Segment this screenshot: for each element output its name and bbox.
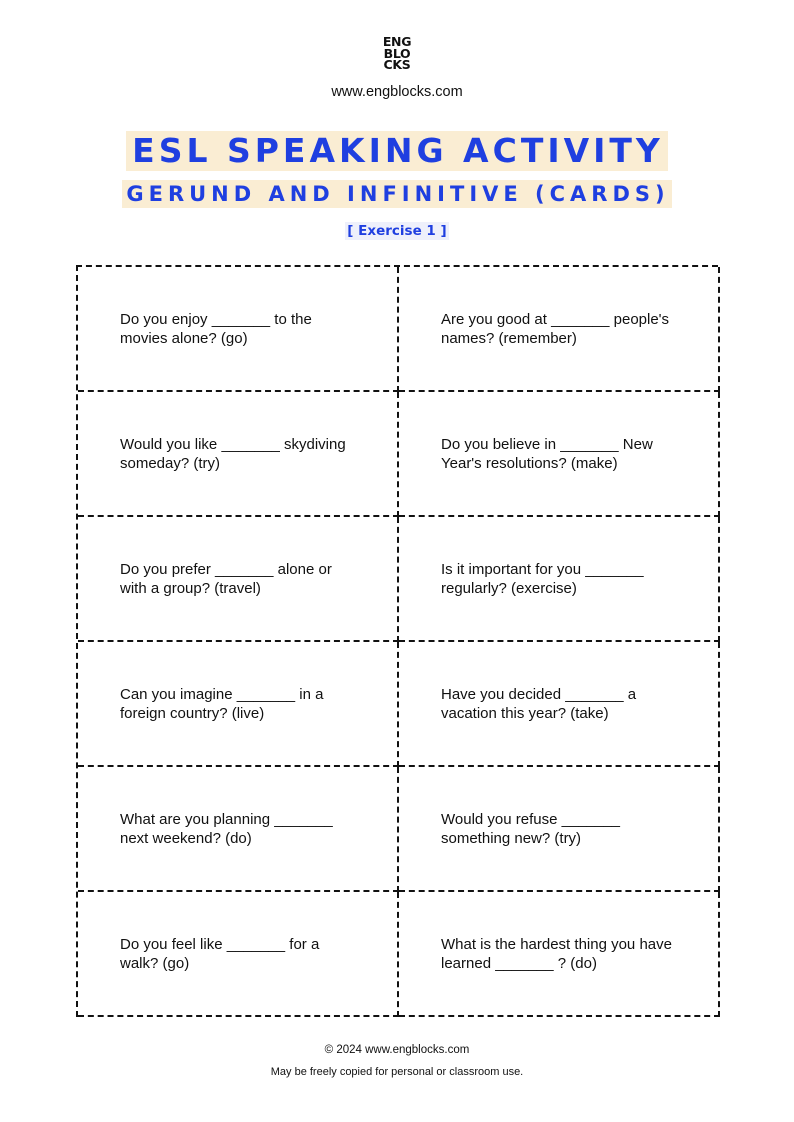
- page-subtitle: GERUND AND INFINITIVE (CARDS): [122, 180, 671, 208]
- card-text: What is the hardest thing you have learned _______ ? (do): [441, 935, 672, 972]
- question-card: [78, 517, 399, 642]
- question-card: [399, 767, 720, 892]
- question-card: [78, 392, 399, 517]
- question-card: [399, 392, 720, 517]
- card-text: What are you planning _______ next weekend? (do): [120, 810, 333, 847]
- website-url: www.engblocks.com: [331, 84, 463, 100]
- cards-grid: [76, 265, 718, 1017]
- exercise-label: [ Exercise 1 ]: [347, 223, 447, 239]
- question-card: [399, 892, 720, 1017]
- page-title: ESL SPEAKING ACTIVITY: [126, 131, 668, 171]
- card-text: Do you enjoy _______ to the movies alone? (go): [120, 310, 312, 347]
- question-card: [78, 267, 399, 392]
- question-card: [78, 767, 399, 892]
- card-text: Do you feel like _______ for a walk? (go): [120, 935, 320, 972]
- card-text: Do you prefer _______ alone or with a group? (travel): [120, 560, 332, 597]
- card-text: Is it important for you _______ regularly? (exercise): [441, 560, 644, 597]
- logo-line-3: CKS: [383, 57, 411, 72]
- footer-note: May be freely copied for personal or classroom use.: [270, 1066, 524, 1078]
- question-card: [399, 517, 720, 642]
- logo-line-1: ENG: [382, 34, 412, 49]
- question-card: [399, 267, 720, 392]
- card-text: Do you believe in _______ New Year's resolutions? (make): [441, 435, 653, 472]
- logo-line-2: BLO: [383, 45, 411, 61]
- question-card: [78, 892, 399, 1017]
- question-card: [78, 642, 399, 767]
- card-text: Would you like _______ skydiving someday? (try): [120, 435, 346, 472]
- card-text: Can you imagine _______ in a foreign country? (live): [120, 685, 324, 722]
- card-text: Would you refuse _______ something new? (try): [441, 810, 621, 847]
- footer-copyright: © 2024 www.engblocks.com: [324, 1044, 470, 1056]
- card-text: Are you good at _______ people's names? (remember): [441, 310, 670, 347]
- card-text: Have you decided _______ a vacation this year? (take): [441, 685, 637, 722]
- engblocks-logo: [0, 36, 794, 71]
- question-card: [399, 642, 720, 767]
